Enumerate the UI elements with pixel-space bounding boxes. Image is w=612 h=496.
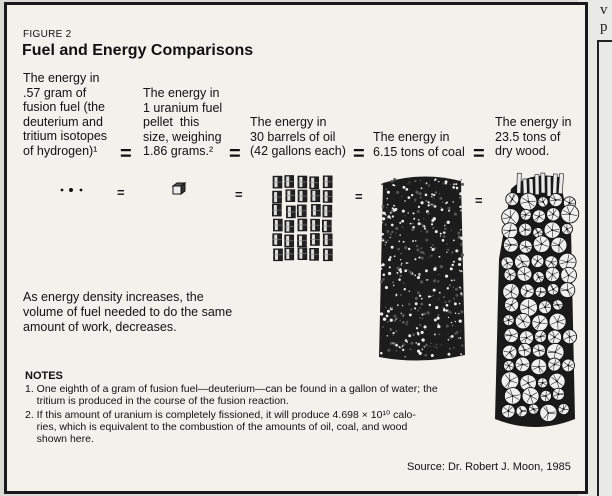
adjacent-page-rule — [597, 40, 612, 496]
notes-heading: NOTES — [25, 370, 63, 382]
summary-text: As energy density increases, the volume of fuel needed to do the same amount of work, decreases. — [23, 290, 233, 334]
note-2: 2. If this amount of uranium is completely fissioned, it will produce 4.698 × 10¹⁰ calo- ries, which is equivalent to the combustion of the amounts of oil, coal, and wood shown here. — [25, 409, 416, 445]
column-wood-text: The energy in 23.5 tons of dry wood. — [495, 115, 572, 158]
icon-equals-2: = — [235, 187, 243, 202]
figure-label: FIGURE 2 — [23, 29, 72, 40]
icon-equals-4: = — [475, 193, 483, 208]
equals-sign-3: = — [353, 143, 365, 165]
uranium-pellet-icon — [172, 182, 186, 196]
oil-barrels-illustration — [273, 176, 337, 264]
icon-equals-3: = — [355, 189, 363, 204]
adjacent-page-text: v p — [600, 2, 608, 35]
note-1: 1. One eighth of a gram of fusion fuel—deuterium—can be found in a gallon of water; the tritium is produced in the course of the fusion reaction. — [25, 383, 438, 407]
column-fusion-text: The energy in .57 gram of fusion fuel (the deuterium and tritium isotopes of hydrogen)¹ — [23, 71, 108, 158]
equals-sign-4: = — [473, 143, 485, 165]
equals-sign-2: = — [229, 143, 241, 165]
column-coal-text: The energy in 6.15 tons of coal — [373, 130, 465, 159]
equals-sign-1: = — [120, 143, 132, 165]
column-oil-text: The energy in 30 barrels of oil (42 gallons each) — [250, 115, 346, 158]
wood-log-stack-illustration — [489, 169, 579, 431]
icon-equals-1: = — [117, 185, 125, 200]
column-uranium-text: The energy in 1 uranium fuel pellet this size, weighing 1.86 grams.² — [143, 86, 223, 158]
source-text: Source: Dr. Robert J. Moon, 1985 — [407, 461, 571, 473]
figure-panel — [4, 2, 588, 494]
coal-pile-illustration — [375, 173, 467, 363]
figure-title: Fuel and Energy Comparisons — [22, 42, 254, 59]
fusion-fuel-dots-icon — [59, 185, 89, 195]
